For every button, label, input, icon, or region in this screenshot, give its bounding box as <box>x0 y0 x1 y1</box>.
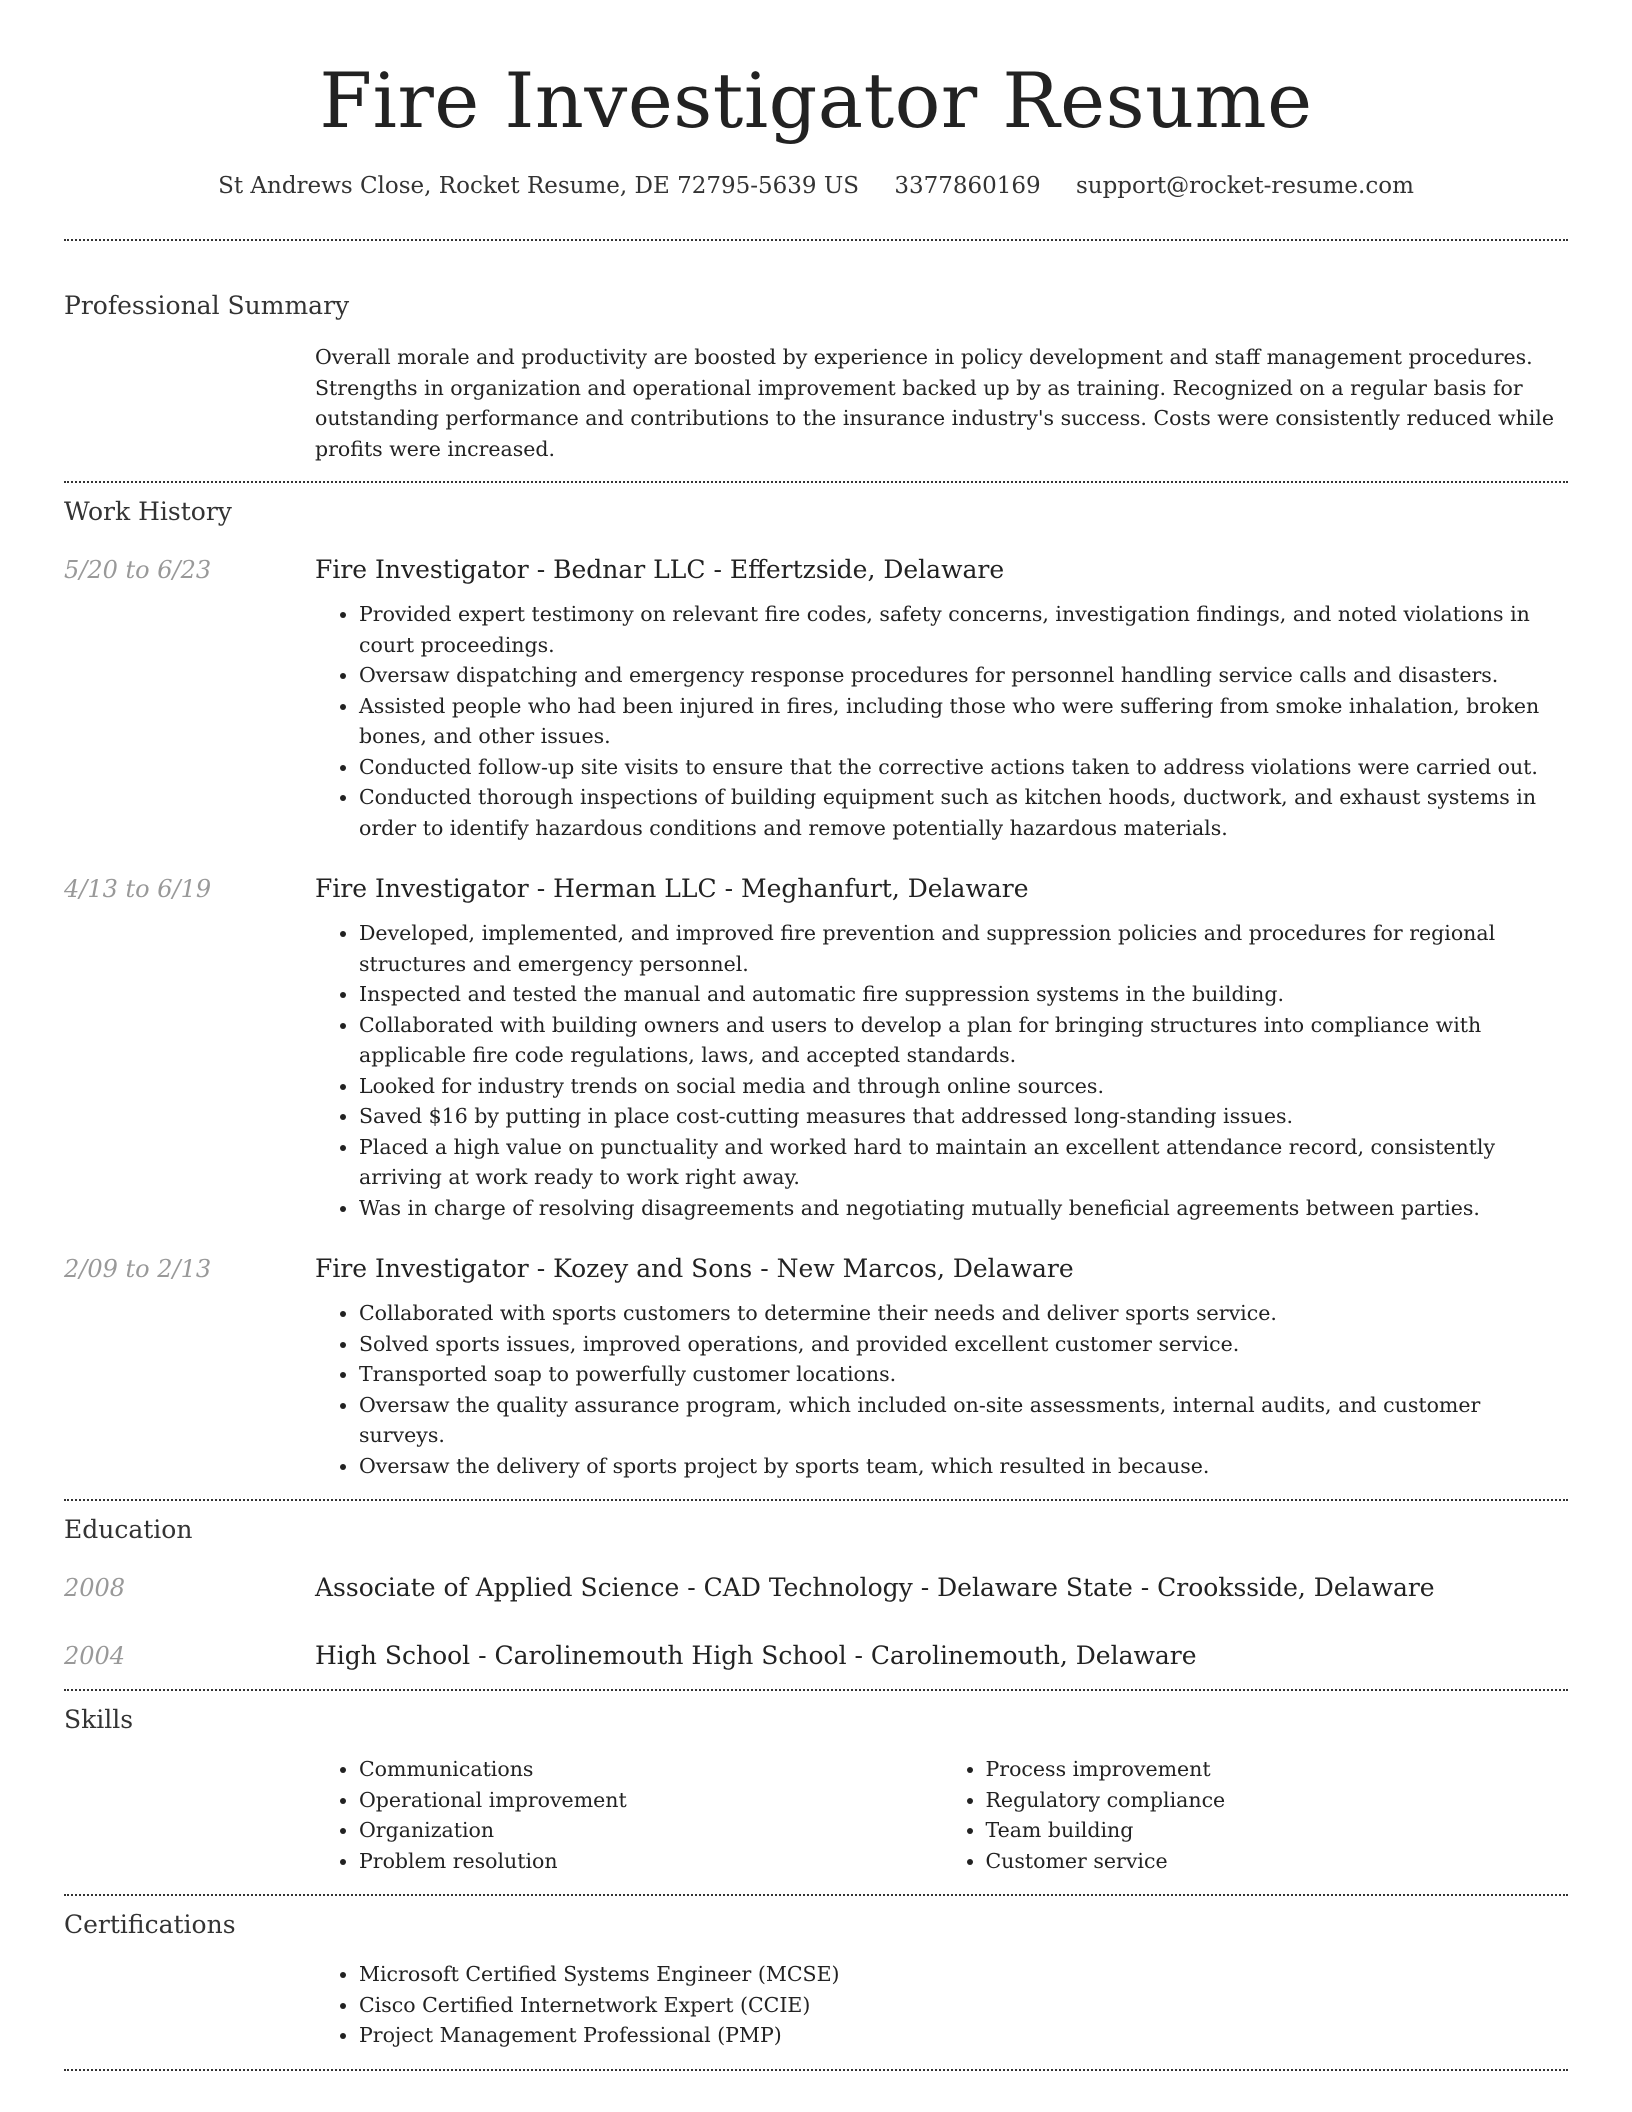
contact-address: St Andrews Close, Rocket Resume, DE 72795-5639 US <box>218 173 859 199</box>
skills-section <box>64 1702 1568 1876</box>
list-item: • Assisted people who had been injured in fires, including those who were suffering from smoke inhalation, broken bones, and other issues. <box>359 691 1568 752</box>
job-bullets <box>315 599 1568 843</box>
divider <box>64 481 1568 483</box>
job-title: Fire Investigator - Kozey and Sons - New Marcos, Delaware <box>315 1254 1074 1284</box>
list-item: • Conducted follow-up site visits to ensure that the corrective actions taken to address violations were carried out. <box>359 752 1568 783</box>
education-entry <box>64 1570 1568 1606</box>
job-dates: 4/13 to 6/19 <box>64 875 212 904</box>
contact-phone: 3377860169 <box>894 173 1041 199</box>
list-item: • Saved $16 by putting in place cost-cutting measures that addressed long-standing issues. <box>359 1101 1568 1132</box>
list-item: • Conducted thorough inspections of building equipment such as kitchen hoods, ductwork, and exhaust systems in order to identify hazardous conditions and remove potentially hazardous materials. <box>359 782 1568 843</box>
list-item: • Transported soap to powerfully customer locations. <box>359 1359 1568 1390</box>
list-item: • Cisco Certified Internetwork Expert (CCIE) <box>359 1990 1568 2021</box>
job-dates: 2/09 to 2/13 <box>64 1255 212 1284</box>
divider <box>64 1894 1568 1896</box>
list-item: • Was in charge of resolving disagreements and negotiating mutually beneficial agreements between parties. <box>359 1193 1568 1224</box>
divider <box>64 1689 1568 1691</box>
education-entry <box>64 1638 1568 1674</box>
skills-list-left <box>315 1754 942 1876</box>
job-bullets <box>315 918 1568 1223</box>
skills-heading: Skills <box>64 1705 134 1735</box>
summary-section <box>64 288 1568 464</box>
list-item: • Provided expert testimony on relevant fire codes, safety concerns, investigation findings, and noted violations in court proceedings. <box>359 599 1568 660</box>
job-body <box>315 1251 1568 1481</box>
job-entry <box>64 552 1568 843</box>
work-history-heading: Work History <box>64 497 232 527</box>
contact-line <box>64 166 1568 206</box>
list-item: • Collaborated with building owners and users to develop a plan for bringing structures into compliance with applicable fire code regulations, laws, and accepted standards. <box>359 1010 1568 1071</box>
work-history-section <box>64 494 1568 1481</box>
list-item: • Oversaw the delivery of sports project by sports team, which resulted in because. <box>359 1451 1568 1482</box>
list-item: • Process improvement <box>986 1754 1569 1785</box>
resume-title: Fire Investigator Resume <box>319 56 1313 145</box>
skills-columns <box>315 1754 1568 1876</box>
divider <box>64 2069 1568 2071</box>
education-details: High School - Carolinemouth High School - Carolinemouth, Delaware <box>315 1641 1197 1671</box>
job-entry <box>64 1251 1568 1481</box>
list-item: • Oversaw the quality assurance program, which included on-site assessments, internal audits, and customer surveys. <box>359 1390 1568 1451</box>
job-body <box>315 871 1568 1223</box>
list-item: • Operational improvement <box>359 1785 942 1816</box>
certifications-heading: Certifications <box>64 1910 236 1940</box>
list-item: • Customer service <box>986 1846 1569 1877</box>
divider <box>64 239 1568 241</box>
certifications-section <box>64 1907 1568 2051</box>
education-section <box>64 1512 1568 1674</box>
education-year: 2008 <box>64 1574 126 1603</box>
list-item: • Organization <box>359 1815 942 1846</box>
contact-email: support@rocket-resume.com <box>1075 173 1414 199</box>
job-dates: 5/20 to 6/23 <box>64 556 212 585</box>
summary-heading: Professional Summary <box>64 291 350 320</box>
list-item: • Collaborated with sports customers to determine their needs and deliver sports service. <box>359 1298 1568 1329</box>
list-item: • Project Management Professional (PMP) <box>359 2020 1568 2051</box>
list-item: • Solved sports issues, improved operations, and provided excellent customer service. <box>359 1329 1568 1360</box>
list-item: • Looked for industry trends on social media and through online sources. <box>359 1071 1568 1102</box>
list-item: • Microsoft Certified Systems Engineer (MCSE) <box>359 1959 1568 1990</box>
education-details: Associate of Applied Science - CAD Technology - Delaware State - Crooksside, Delaware <box>315 1573 1435 1603</box>
job-body <box>315 552 1568 843</box>
job-bullets <box>315 1298 1568 1481</box>
list-item: • Placed a high value on punctuality and worked hard to maintain an excellent attendance record, consistently arriving at work ready to work right away. <box>359 1132 1568 1193</box>
job-entry <box>64 871 1568 1223</box>
education-heading: Education <box>64 1515 193 1545</box>
list-item: • Oversaw dispatching and emergency response procedures for personnel handling service calls and disasters. <box>359 660 1568 691</box>
list-item: • Inspected and tested the manual and automatic fire suppression systems in the building. <box>359 979 1568 1010</box>
resume-page <box>64 0 1568 2071</box>
list-item: • Developed, implemented, and improved fire prevention and suppression policies and procedures for regional structures and emergency personnel. <box>359 918 1568 979</box>
list-item: • Communications <box>359 1754 942 1785</box>
summary-text: Overall morale and productivity are boosted by experience in policy development and staff management procedures. Strengths in organization and operational improvement backed up by as training. Recognized on a regular basis for outstanding performance and contributions to the insurance industry's success. Costs were consistently reduced while profits were increased. <box>315 345 1554 461</box>
list-item: • Problem resolution <box>359 1846 942 1877</box>
skills-list-right <box>942 1754 1569 1876</box>
job-title: Fire Investigator - Bednar LLC - Effertzside, Delaware <box>315 555 1005 585</box>
job-title: Fire Investigator - Herman LLC - Meghanfurt, Delaware <box>315 874 1029 904</box>
certifications-list <box>315 1959 1568 2051</box>
education-year: 2004 <box>64 1642 126 1671</box>
list-item: • Regulatory compliance <box>986 1785 1569 1816</box>
divider <box>64 1499 1568 1501</box>
list-item: • Team building <box>986 1815 1569 1846</box>
